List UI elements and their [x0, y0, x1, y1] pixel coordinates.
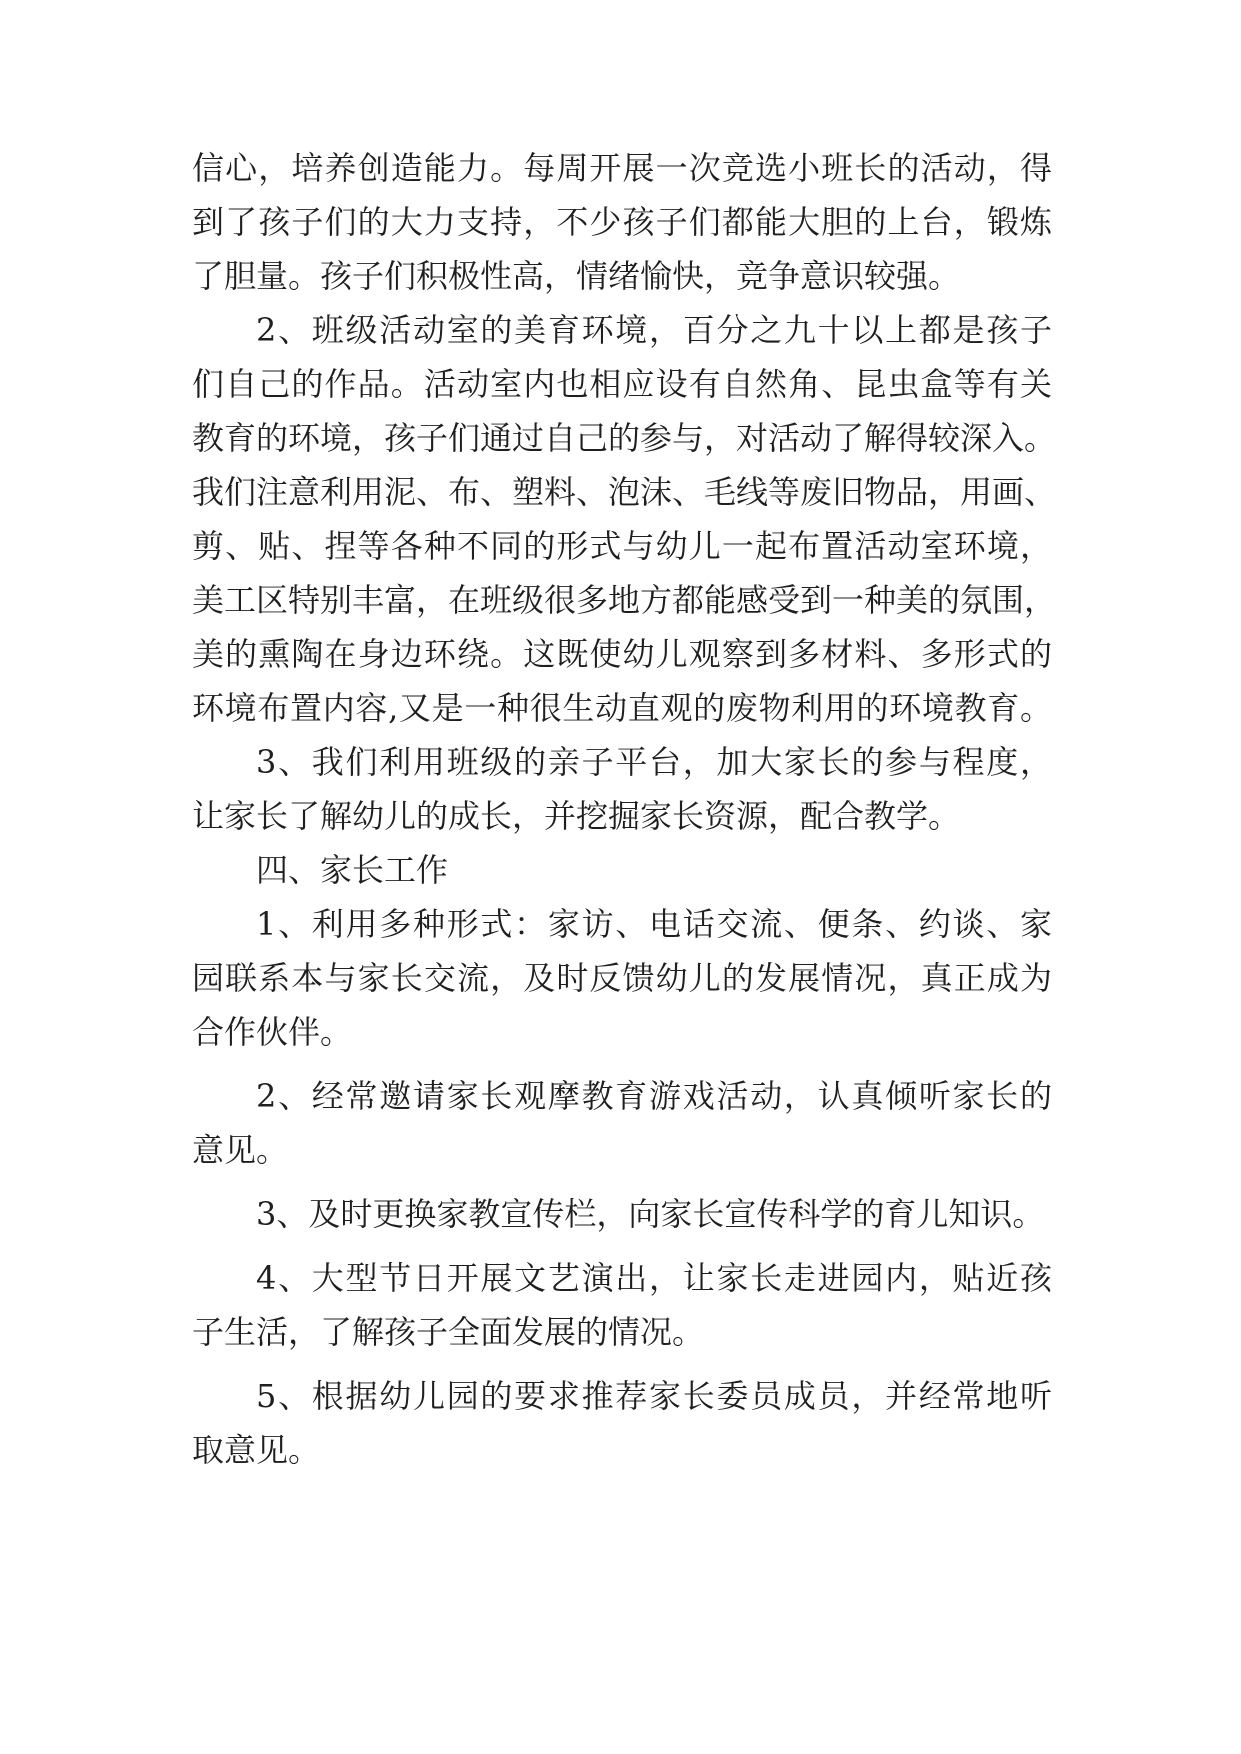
text-line: 教育的环境，孩子们通过自己的参与，对活动了解得较深入。: [192, 419, 1057, 457]
text-line: 5、根据幼儿园的要求推荐家长委员成员，并经常地听: [256, 1377, 1052, 1415]
text-line: 信心，培养创造能力。每周开展一次竞选小班长的活动，得: [192, 149, 1052, 187]
text-line: 剪、贴、捏等各种不同的形式与幼儿一起布置活动室环境，: [192, 527, 1052, 565]
text-line: 园联系本与家长交流，及时反馈幼儿的发展情况，真正成为: [192, 959, 1052, 997]
section-heading: 四、家长工作: [256, 851, 449, 889]
text-line: 2、经常邀请家长观摩教育游戏活动，认真倾听家长的: [256, 1077, 1052, 1115]
text-line: 1、利用多种形式：家访、电话交流、便条、约谈、家: [256, 905, 1052, 943]
text-line: 们自己的作品。活动室内也相应设有自然角、昆虫盒等有关: [192, 365, 1052, 403]
text-line: 取意见。: [192, 1431, 321, 1469]
text-line: 环境布置内容,又是一种很生动直观的废物利用的环境教育。: [192, 689, 1052, 727]
text-line: 2、班级活动室的美育环境，百分之九十以上都是孩子: [256, 311, 1052, 349]
text-line: 合作伙伴。: [192, 1013, 353, 1051]
text-line: 3、及时更换家教宣传栏，向家长宣传科学的育儿知识。: [256, 1195, 1045, 1233]
text-line: 3、我们利用班级的亲子平台，加大家长的参与程度，: [256, 743, 1052, 781]
text-line: 子生活，了解孩子全面发展的情况。: [192, 1313, 705, 1351]
text-line: 美的熏陶在身边环绕。这既使幼儿观察到多材料、多形式的: [192, 635, 1052, 673]
text-line: 了胆量。孩子们积极性高，情绪愉快，竞争意识较强。: [192, 257, 961, 295]
text-line: 4、大型节日开展文艺演出，让家长走进园内，贴近孩: [256, 1259, 1052, 1297]
text-line: 我们注意利用泥、布、塑料、泡沫、毛线等废旧物品，用画、: [192, 473, 1057, 511]
text-line: 让家长了解幼儿的成长，并挖掘家长资源，配合教学。: [192, 797, 961, 835]
text-line: 美工区特别丰富，在班级很多地方都能感受到一种美的氛围，: [192, 581, 1057, 619]
text-line: 意见。: [192, 1131, 289, 1169]
text-line: 到了孩子们的大力支持，不少孩子们都能大胆的上台，锻炼: [192, 203, 1052, 241]
